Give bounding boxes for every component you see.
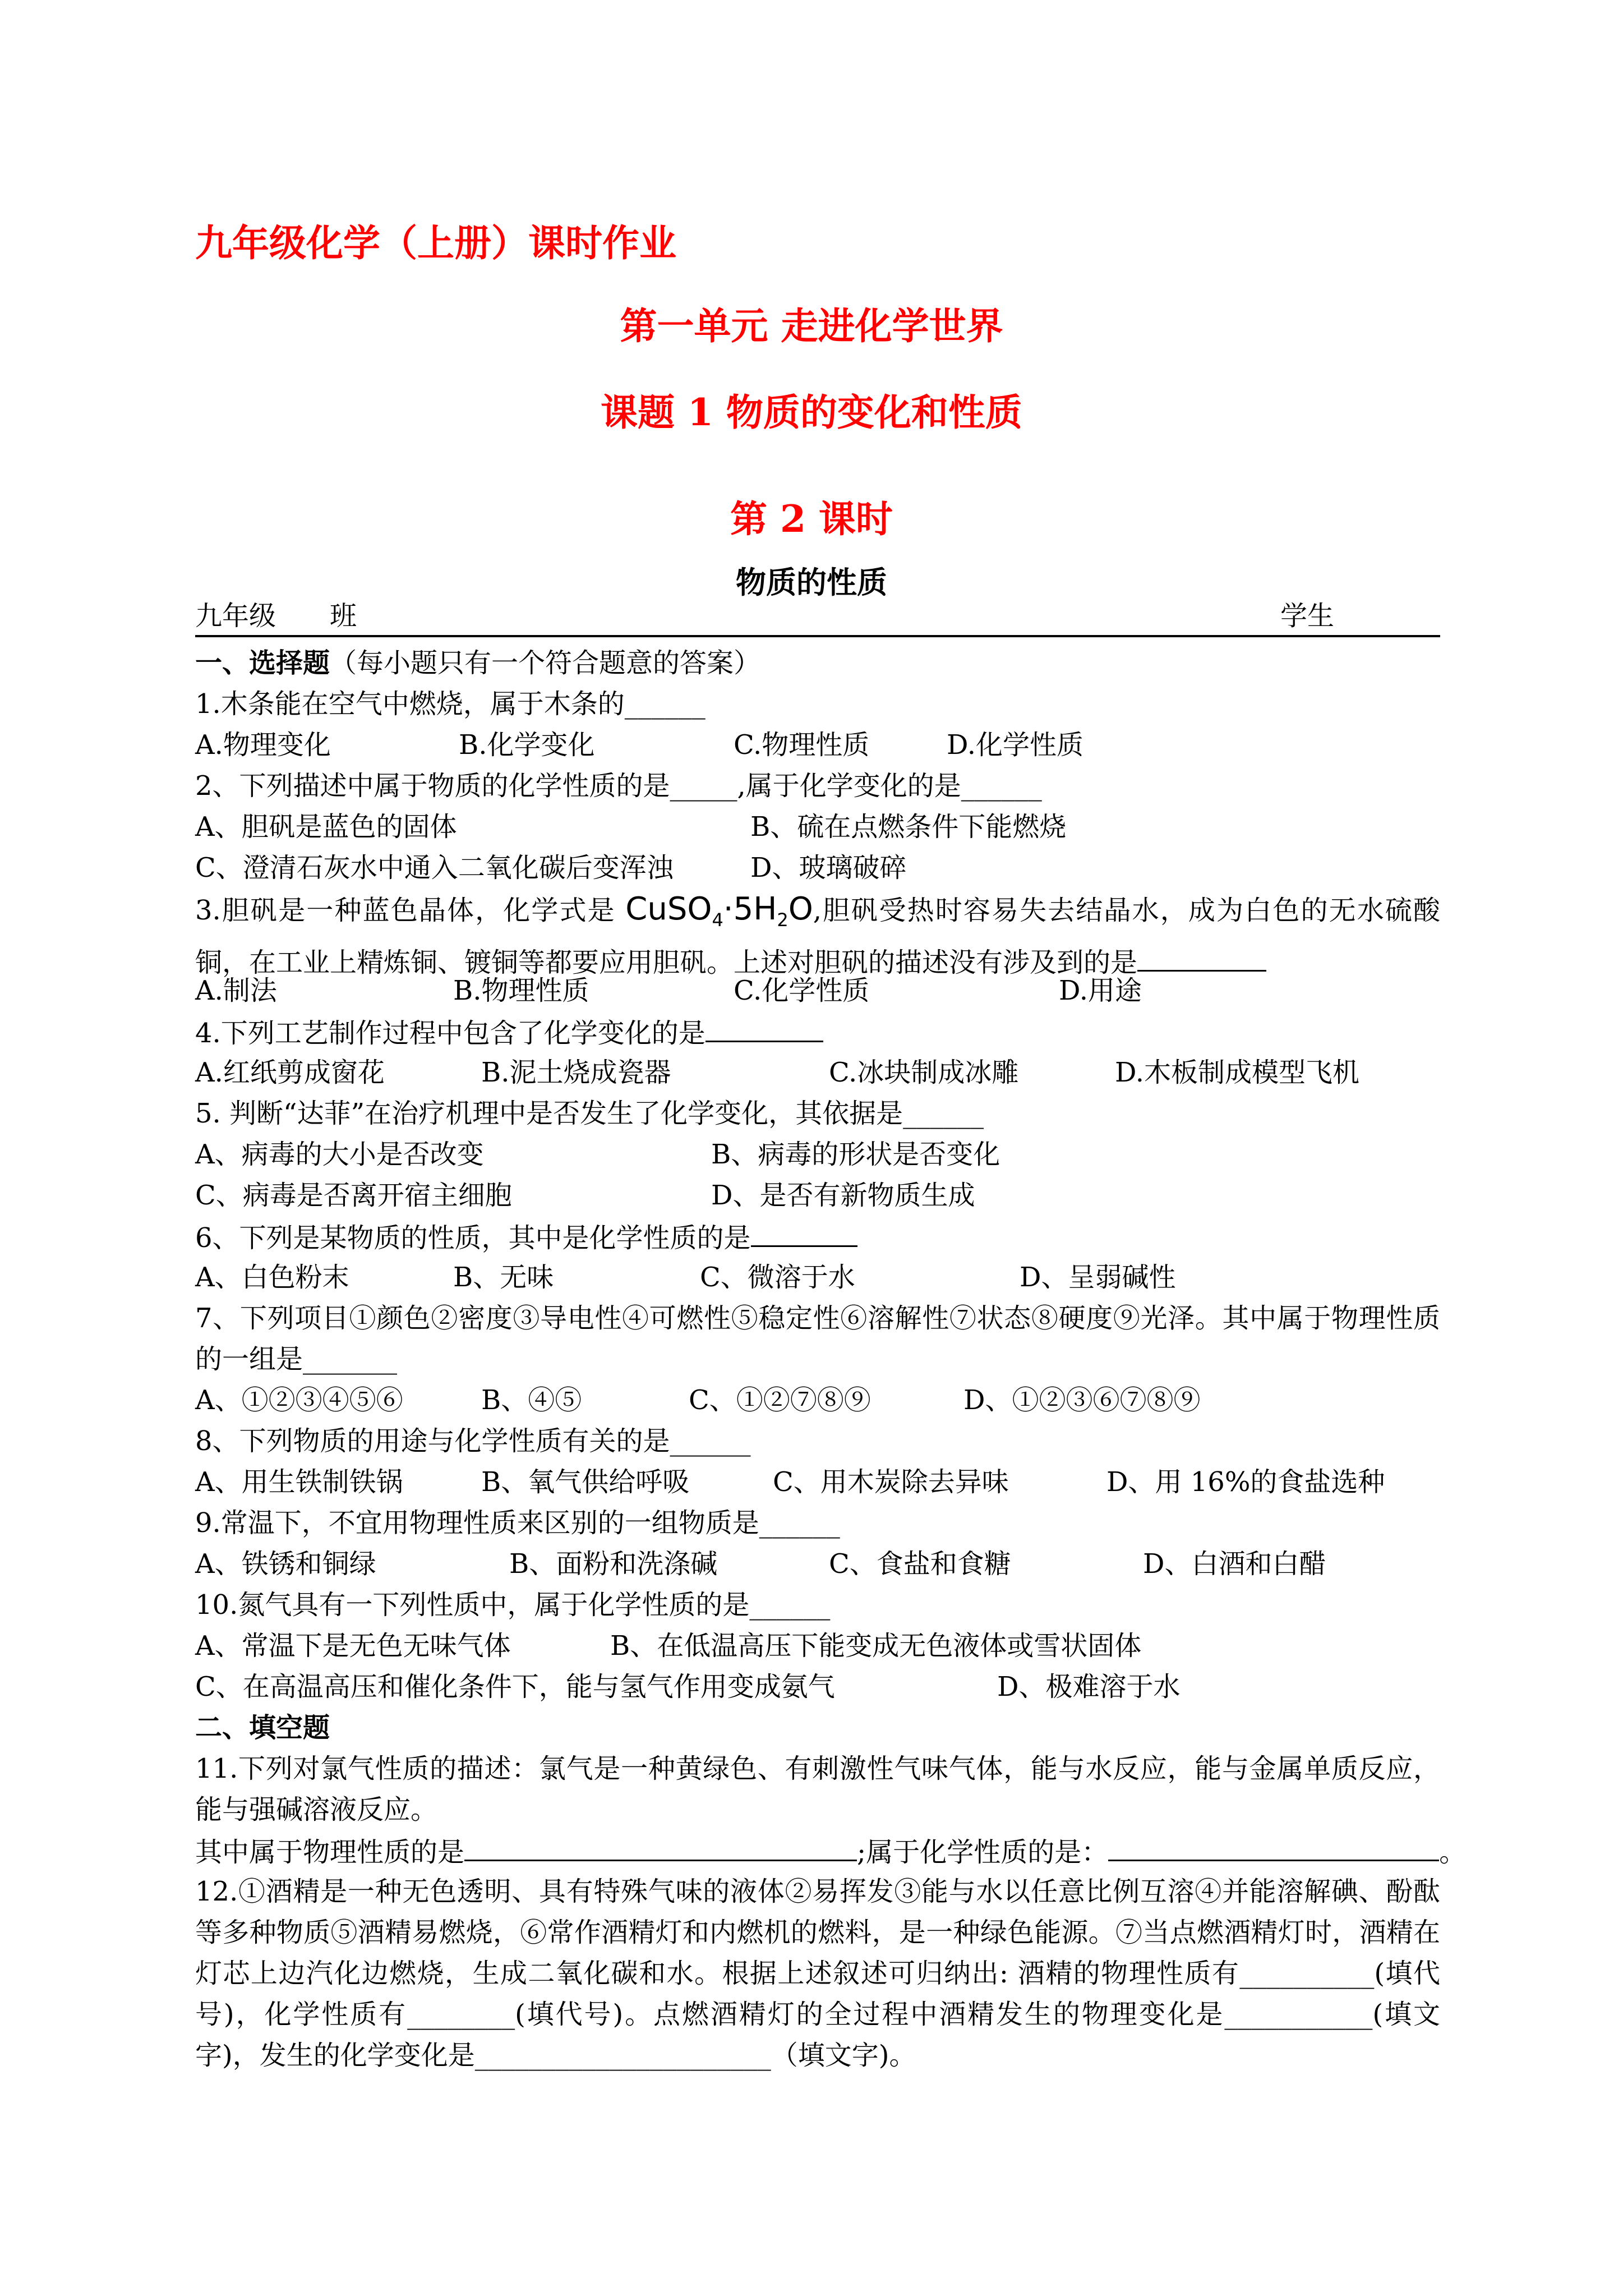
option[interactable]: A、病毒的大小是否改变: [195, 1139, 484, 1170]
option-row: [195, 1462, 1440, 1503]
option[interactable]: D、呈弱碱性: [1020, 1262, 1176, 1293]
option[interactable]: A.物理变化: [195, 729, 331, 761]
answer-blank[interactable]: [1137, 941, 1266, 972]
answer-end: 。: [1439, 1837, 1467, 1868]
stem-text: ,胆矾受热时容易失去结晶水，成为白色的无水硫酸铜，在工业上精炼铜、镀铜等都要应用胆矾。上述对胆矾的描述没有涉及到的是: [195, 895, 1440, 979]
option[interactable]: B.物理性质: [453, 975, 589, 1006]
option[interactable]: B、在低温高压下能变成无色液体或雪状固体: [610, 1630, 1142, 1662]
option[interactable]: C、在高温高压和催化条件下，能与氢气作用变成氨气: [195, 1671, 835, 1703]
option[interactable]: D、白酒和白醋: [1143, 1548, 1326, 1580]
option-row: [195, 725, 1440, 766]
answer-row: [195, 1830, 1467, 1871]
option[interactable]: B、无味: [453, 1262, 554, 1293]
question-stem: 5. 判断“达菲”在治疗机理中是否发生了化学变化，其依据是______: [195, 1098, 984, 1129]
option[interactable]: C.化学性质: [734, 975, 870, 1006]
option-row: [195, 1052, 1440, 1093]
option[interactable]: C、用木炭除去异味: [773, 1466, 1009, 1498]
option-row: [195, 1257, 1440, 1298]
option-row: [195, 1134, 1440, 1175]
option[interactable]: D、用 16%的食盐选种: [1106, 1466, 1385, 1498]
section-heading: [195, 643, 1440, 684]
answer-label: ;属于化学性质的是：: [857, 1837, 1109, 1868]
chemical-formula: [625, 891, 813, 931]
option-row: [195, 1175, 1440, 1216]
student-info-line[interactable]: [195, 598, 1440, 637]
option-row: [195, 1626, 1440, 1667]
document-title: 九年级化学（上册）课时作业: [195, 221, 676, 265]
option[interactable]: B、病毒的形状是否变化: [711, 1139, 1000, 1170]
option[interactable]: C、①②⑦⑧⑨: [689, 1384, 871, 1416]
formula-part: O: [788, 891, 813, 927]
option[interactable]: D.用途: [1059, 975, 1142, 1006]
question-stem: 12.①酒精是一种无色透明、具有特殊气味的液体②易挥发③能与水以任意比例互溶④并能溶解碘、酚酞等多种物质⑤酒精易燃烧，⑥常作酒精灯和内燃机的燃料，是一种绿色能源。⑦当点燃酒精灯时，酒精在灯芯上边汽化边燃烧，生成二氧化碳和水。根据上述叙述可归纳出: 酒精的物理性质有__________(填代号)，化学性质有________(填代号)。点燃酒精灯的全过程中酒精发生的物理变化是___________(填文字)，发生的化学变化是______________________（填文字)。: [195, 1876, 1440, 2071]
option[interactable]: B、硫在点燃条件下能燃烧: [750, 811, 1067, 843]
option[interactable]: C、食盐和食糖: [829, 1548, 1011, 1580]
option[interactable]: B、④⑤: [481, 1384, 582, 1416]
option[interactable]: D.化学性质: [947, 729, 1084, 761]
answer-blank[interactable]: [1108, 1830, 1439, 1861]
section-note: （每小题只有一个符合题意的答案）: [330, 647, 761, 679]
question-stem: 1.木条能在空气中燃烧，属于木条的______: [195, 688, 706, 720]
option[interactable]: D、①②③⑥⑦⑧⑨: [963, 1384, 1201, 1416]
option-row: [195, 1380, 1440, 1421]
option[interactable]: B.化学变化: [459, 729, 595, 761]
subject-title: 物质的性质: [736, 564, 887, 600]
formula-part: CuSO: [625, 891, 712, 927]
formula-subscript: 2: [777, 909, 789, 931]
question-stem: 10.氮气具有一下列性质中，属于化学性质的是______: [195, 1589, 831, 1621]
option[interactable]: A、白色粉末: [195, 1262, 349, 1293]
option-row: [195, 970, 1440, 1011]
option[interactable]: A.红纸剪成窗花: [195, 1057, 385, 1088]
class-label: 班: [330, 600, 357, 632]
option[interactable]: A、常温下是无色无味气体: [195, 1630, 511, 1662]
question-stem: [195, 889, 1440, 979]
option[interactable]: D、是否有新物质生成: [711, 1180, 975, 1211]
question-stem: 2、下列描述中属于物质的化学性质的是_____,属于化学变化的是______: [195, 770, 1042, 802]
answer-blank[interactable]: [751, 1216, 857, 1247]
formula-subscript: 4: [712, 909, 723, 931]
option-row: [195, 1667, 1440, 1708]
question-stem: 7、下列项目①颜色②密度③导电性④可燃性⑤稳定性⑥溶解性⑦状态⑧硬度⑨光泽。其中属于物理性质的一组是_______: [195, 1303, 1440, 1375]
formula-part: ·5H: [723, 891, 777, 927]
student-label: 学生: [1280, 600, 1335, 632]
question-body: [195, 643, 1467, 2076]
option[interactable]: A.制法: [195, 975, 277, 1006]
option[interactable]: C、澄清石灰水中通入二氧化碳后变浑浊: [195, 852, 674, 884]
question-stem: [195, 1011, 1440, 1052]
grade-label: 九年级: [195, 600, 276, 632]
option[interactable]: B.泥土烧成瓷器: [481, 1057, 671, 1088]
option[interactable]: A、用生铁制铁锅: [195, 1466, 403, 1498]
section-title: 一、选择题: [195, 647, 330, 679]
stem-text: 4.下列工艺制作过程中包含了化学变化的是: [195, 1018, 706, 1049]
stem-text: 3.胆矾是一种蓝色晶体，化学式是: [195, 895, 626, 926]
period-title: 第 2 课时: [730, 497, 893, 541]
option[interactable]: B、氧气供给呼吸: [481, 1466, 690, 1498]
option[interactable]: C.物理性质: [734, 729, 870, 761]
unit-title: 第一单元 走进化学世界: [620, 304, 1003, 348]
option[interactable]: A、铁锈和铜绿: [195, 1548, 376, 1580]
question-stem: 9.常温下，不宜用物理性质来区别的一组物质是______: [195, 1507, 840, 1539]
question-stem: 11.下列对氯气性质的描述：氯气是一种黄绿色、有刺激性气味气体，能与水反应，能与金属单质反应，能与强碱溶液反应。: [195, 1753, 1440, 1825]
option-row: [195, 848, 1440, 889]
option[interactable]: D.木板制成模型飞机: [1115, 1057, 1360, 1088]
option[interactable]: D、极难溶于水: [997, 1671, 1181, 1703]
section-title: 二、填空题: [195, 1712, 330, 1743]
option[interactable]: C.冰块制成冰雕: [829, 1057, 1019, 1088]
option[interactable]: A、胆矾是蓝色的固体: [195, 811, 457, 843]
lesson-title: 课题 1 物质的变化和性质: [601, 390, 1022, 434]
stem-text: 6、下列是某物质的性质，其中是化学性质的是: [195, 1222, 751, 1254]
option-row: [195, 807, 1440, 848]
answer-label: 其中属于物理性质的是: [195, 1837, 465, 1868]
question-stem: [195, 1216, 1440, 1257]
option[interactable]: B、面粉和洗涤碱: [509, 1548, 718, 1580]
option[interactable]: C、病毒是否离开宿主细胞: [195, 1180, 512, 1211]
answer-blank[interactable]: [706, 1011, 823, 1042]
option[interactable]: D、玻璃破碎: [750, 852, 907, 884]
option[interactable]: C、微溶于水: [700, 1262, 855, 1293]
question-stem: 8、下列物质的用途与化学性质有关的是______: [195, 1425, 751, 1457]
answer-blank[interactable]: [464, 1830, 857, 1861]
option-row: [195, 1544, 1440, 1585]
option[interactable]: A、①②③④⑤⑥: [195, 1384, 403, 1416]
